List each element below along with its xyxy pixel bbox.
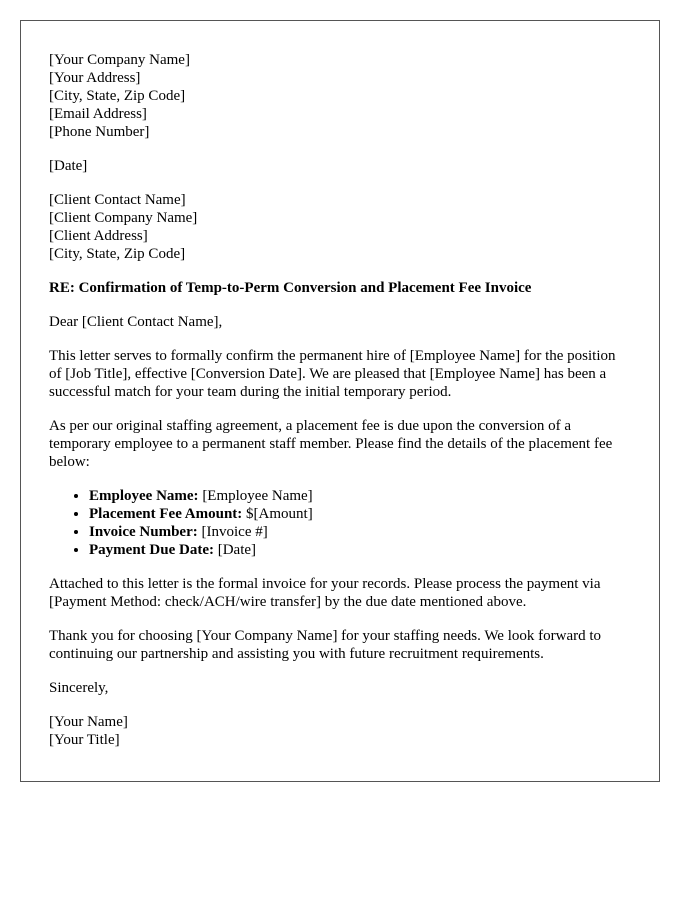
fee-value: [Invoice #] [197,524,268,540]
recipient-contact: [Client Contact Name] [49,192,186,208]
signature-name: [Your Name] [49,714,128,730]
date-block [49,157,631,175]
recipient-block [49,191,631,263]
list-item [89,523,631,541]
subject-line: RE: Confirmation of Temp-to-Perm Conversion and Placement Fee Invoice [49,280,532,296]
fee-label: Employee Name: [89,488,199,504]
list-item [89,487,631,505]
sender-phone: [Phone Number] [49,124,150,140]
recipient-city: [City, State, Zip Code] [49,246,186,262]
fee-label: Invoice Number: [89,524,198,540]
fee-label: Payment Due Date: [89,542,214,558]
letter-date: [Date] [49,158,88,174]
closing: Sincerely, [49,680,109,696]
fee-intro-paragraph: As per our original staffing agreement, a placement fee is due upon the conversion of a temporary employee to a permanent staff member. Please find the details of the placement fee below: [49,418,613,470]
fee-value: [Date] [213,542,257,558]
sender-email: [Email Address] [49,106,147,122]
recipient-address: [Client Address] [49,228,148,244]
fee-value: $[Amount] [242,506,313,522]
sender-address: [Your Address] [49,70,141,86]
signature-block [49,713,631,749]
intro-paragraph: This letter serves to formally confirm the permanent hire of [Employee Name] for the position of [Job Title], effective [Conversion Date]. We are pleased that [Employee Name] has been a successful match for your team during the initial temporary period. [49,348,616,400]
sender-company: [Your Company Name] [49,52,190,68]
sender-city: [City, State, Zip Code] [49,88,186,104]
list-item [89,541,631,559]
letter-page [20,20,660,782]
thanks-paragraph: Thank you for choosing [Your Company Name] for your staffing needs. We look forward to continuing our partnership and assisting you with future recruitment requirements. [49,628,602,662]
sender-block [49,51,631,141]
fee-details-list [49,487,631,559]
recipient-company: [Client Company Name] [49,210,198,226]
fee-label: Placement Fee Amount: [89,506,243,522]
attachment-paragraph: Attached to this letter is the formal invoice for your records. Please process the payment via [Payment Method: check/ACH/wire transfer] by the due date mentioned above. [49,576,601,610]
signature-title: [Your Title] [49,732,120,748]
list-item [89,505,631,523]
salutation: Dear [Client Contact Name], [49,314,223,330]
fee-value: [Employee Name] [198,488,313,504]
